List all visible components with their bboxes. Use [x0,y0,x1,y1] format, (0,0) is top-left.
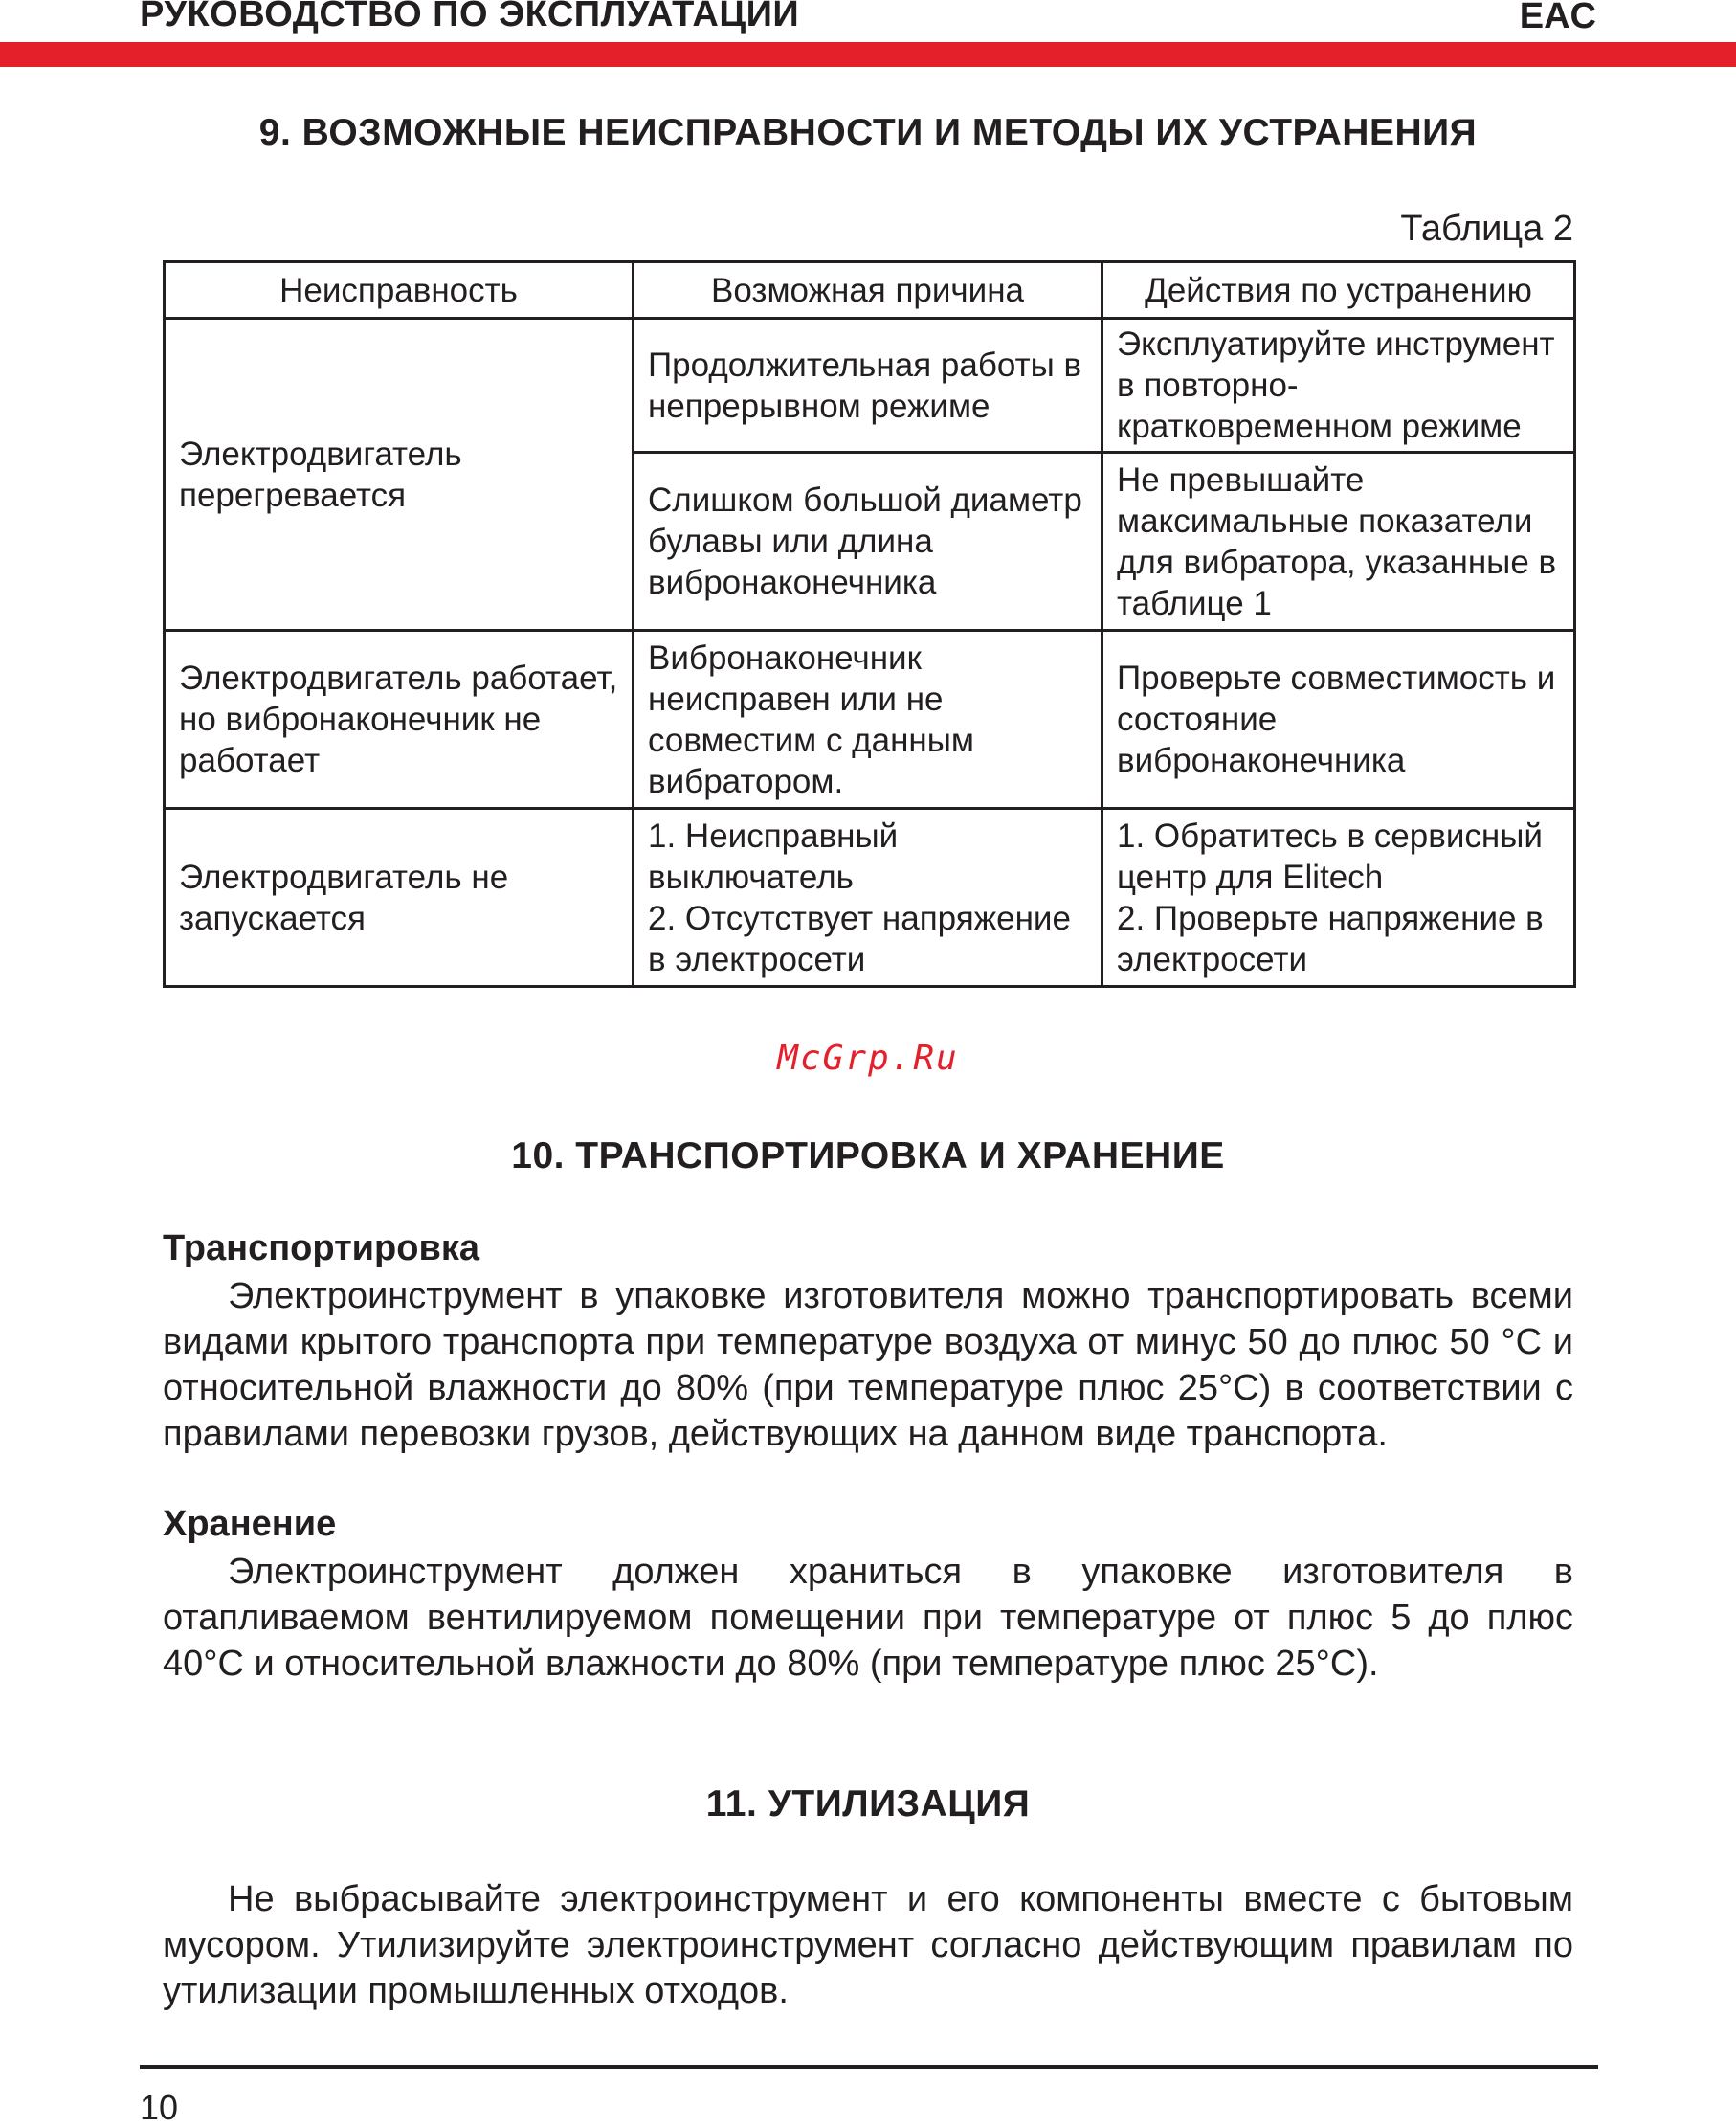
table-row [165,319,1575,453]
table-row [165,809,1575,987]
fault-cell: Электродвигатель перегревается [165,319,634,631]
storage-text: Электроинструмент должен храниться в упаковке изготовителя в отапливаемом вентилируемом помещении при температуре от плюс 5 до плюс 40°С и относительной влажности до 80% (при температуре плюс 25°С). [163,1552,1573,1684]
action-cell: Эксплуатируйте инструмент в повторно-кратковременном режиме [1102,319,1575,453]
action-cell: 1. Обратитесь в сервисный центр для Elitech 2. Проверьте напряжение в электросети [1102,809,1575,987]
table-row [165,631,1575,809]
section-11-title: 11. УТИЛИЗАЦИЯ [705,1783,1031,1825]
transport-text: Электроинструмент в упаковке изготовителя можно транспортировать всеми видами крытого транспорта при температуре воздуха от минус 50 до плюс 50 °С и относительной влажности до 80% (при температуре плюс 25°С) в соответствии с правилами перевозки грузов, действующих на данном виде транспорта. [163,1276,1573,1454]
header-title: РУКОВОДСТВО ПО ЭКСПЛУАТАЦИИ [140,0,800,34]
storage-paragraph [163,1549,1573,1687]
transport-paragraph [163,1273,1573,1457]
fault-cell: Электродвигатель работает, но вибронаконечник не работает [165,631,634,809]
column-header-cause: Возможная причина [634,262,1102,319]
cause-cell: 1. Неисправный выключатель 2. Отсутствует напряжение в электросети [634,809,1102,987]
cause-cell: Продолжительная работы в непрерывном режиме [634,319,1102,453]
footer-rule [140,2065,1598,2069]
action-cell: Проверьте совместимость и состояние вибронаконечника [1102,631,1575,809]
faults-table [163,260,1576,988]
cause-cell: Слишком большой диаметр булавы или длина вибронаконечника [634,453,1102,631]
watermark: McGrp.Ru [777,1039,959,1078]
column-header-action: Действия по устранению [1102,262,1575,319]
cause-cell: Вибронаконечник неисправен или не совместим с данным вибратором. [634,631,1102,809]
fault-cell: Электродвигатель не запускается [165,809,634,987]
table-caption: Таблица 2 [1400,209,1573,249]
action-cell: Не превышайте максимальные показатели для вибратора, указанные в таблице 1 [1102,453,1575,631]
disposal-paragraph [163,1876,1573,2014]
header-red-bar [0,42,1736,67]
disposal-text: Не выбрасывайте электроинструмент и его компоненты вместе с бытовым мусором. Утилизируйте электроинструмент согласно действующим правилам по утилизации промышленных отходов. [163,1879,1573,2011]
column-header-fault: Неисправность [165,262,634,319]
eac-mark: EAC [1519,0,1596,36]
section-10-title: 10. ТРАНСПОРТИРОВКА И ХРАНЕНИЕ [511,1135,1225,1176]
page-number: 10 [140,2088,179,2127]
storage-heading: Хранение [163,1504,337,1544]
section-9-title: 9. ВОЗМОЖНЫЕ НЕИСПРАВНОСТИ И МЕТОДЫ ИХ УСТРАНЕНИЯ [258,112,1478,153]
transport-heading: Транспортировка [163,1228,479,1268]
table-header-row [165,262,1575,319]
